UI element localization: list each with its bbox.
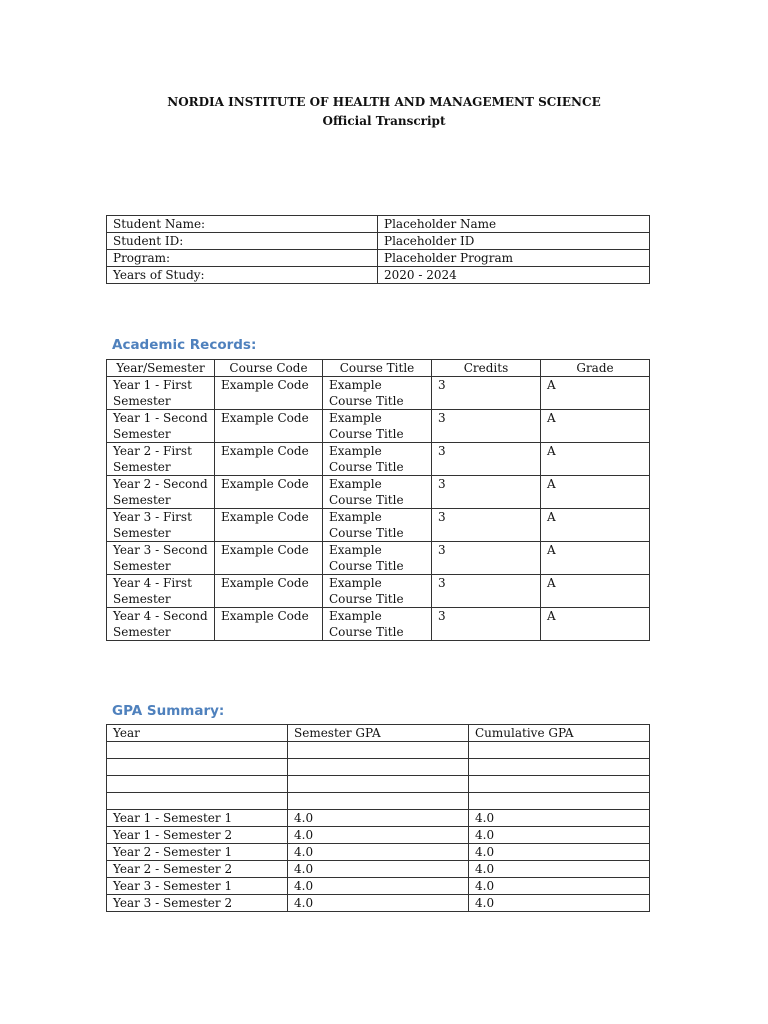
table-row [107,267,650,284]
table-cell: 3 [432,410,541,443]
table-row [107,793,650,810]
gpa-summary-table [106,724,650,912]
table-row [107,810,650,827]
table-row [107,542,650,575]
table-row [107,895,650,912]
table-cell: A [541,443,650,476]
table-cell: Year 1 - Second Semester [107,410,215,443]
table-cell: 3 [432,509,541,542]
student-id-label: Student ID: [107,233,378,250]
table-cell: 4.0 [469,844,650,861]
table-cell: Example Code [215,476,323,509]
table-cell: Year 1 - First Semester [107,377,215,410]
table-cell: Example Code [215,410,323,443]
table-cell: 4.0 [469,861,650,878]
table-cell: 4.0 [469,827,650,844]
table-cell: Year 1 - Semester 2 [107,827,288,844]
table-cell [469,776,650,793]
table-row [107,608,650,641]
table-row [107,443,650,476]
table-cell: 3 [432,443,541,476]
table-cell: Example Course Title [323,410,432,443]
table-cell: Year 3 - Semester 2 [107,895,288,912]
table-cell [469,759,650,776]
column-header: Grade [541,360,650,377]
table-row [107,509,650,542]
table-row [107,776,650,793]
student-id-value: Placeholder ID [378,233,650,250]
table-cell: 3 [432,608,541,641]
table-cell: Example Course Title [323,443,432,476]
table-cell: Year 4 - First Semester [107,575,215,608]
table-cell: Example Course Title [323,476,432,509]
table-row [107,410,650,443]
student-name-value: Placeholder Name [378,216,650,233]
table-cell: Year 2 - First Semester [107,443,215,476]
table-cell [107,793,288,810]
table-cell: Example Code [215,575,323,608]
table-header-row [107,360,650,377]
table-row [107,827,650,844]
table-row [107,742,650,759]
years-of-study-value: 2020 - 2024 [378,267,650,284]
table-cell: Example Course Title [323,608,432,641]
table-row [107,476,650,509]
table-cell: Example Course Title [323,509,432,542]
column-header: Cumulative GPA [469,725,650,742]
table-cell [107,776,288,793]
table-cell: 3 [432,575,541,608]
gpa-summary-heading: GPA Summary: [112,703,225,719]
table-cell [107,742,288,759]
table-cell: Year 4 - Second Semester [107,608,215,641]
table-cell: A [541,509,650,542]
document-title: Official Transcript [322,114,446,128]
table-cell: Year 2 - Semester 2 [107,861,288,878]
table-row [107,759,650,776]
table-row [107,216,650,233]
table-cell [288,742,469,759]
table-cell: Example Course Title [323,377,432,410]
table-row [107,575,650,608]
column-header: Credits [432,360,541,377]
table-cell: Year 2 - Semester 1 [107,844,288,861]
table-cell: A [541,410,650,443]
table-cell: A [541,476,650,509]
table-cell: 4.0 [288,895,469,912]
table-cell: Example Code [215,443,323,476]
table-cell: A [541,608,650,641]
academic-records-table [106,359,650,641]
table-cell [469,793,650,810]
student-name-label: Student Name: [107,216,378,233]
column-header: Year/Semester [107,360,215,377]
program-label: Program: [107,250,378,267]
table-cell [288,776,469,793]
column-header: Course Code [215,360,323,377]
table-cell: Example Course Title [323,542,432,575]
years-of-study-label: Years of Study: [107,267,378,284]
table-cell [107,759,288,776]
table-row [107,250,650,267]
table-row [107,844,650,861]
column-header: Semester GPA [288,725,469,742]
table-cell [288,793,469,810]
table-cell: Year 3 - First Semester [107,509,215,542]
table-cell: 4.0 [288,861,469,878]
table-cell: 3 [432,542,541,575]
program-value: Placeholder Program [378,250,650,267]
table-cell: A [541,542,650,575]
column-header: Year [107,725,288,742]
table-row [107,878,650,895]
table-cell: 3 [432,476,541,509]
table-cell: Example Course Title [323,575,432,608]
table-cell: 4.0 [288,878,469,895]
table-cell [469,742,650,759]
table-cell: Year 1 - Semester 1 [107,810,288,827]
table-cell: Example Code [215,509,323,542]
table-cell: 3 [432,377,541,410]
table-cell: 4.0 [469,878,650,895]
table-cell: Year 3 - Second Semester [107,542,215,575]
table-cell: 4.0 [469,810,650,827]
table-cell: 4.0 [288,810,469,827]
table-header-row [107,725,650,742]
table-cell: 4.0 [469,895,650,912]
student-info-table [106,215,650,284]
table-cell [288,759,469,776]
table-cell: Example Code [215,542,323,575]
table-cell: 4.0 [288,844,469,861]
table-cell: Example Code [215,377,323,410]
table-row [107,377,650,410]
institution-name: NORDIA INSTITUTE OF HEALTH AND MANAGEMENT SCIENCE [167,95,601,109]
table-cell: 4.0 [288,827,469,844]
column-header: Course Title [323,360,432,377]
table-cell: Example Code [215,608,323,641]
table-cell: A [541,575,650,608]
table-cell: Year 3 - Semester 1 [107,878,288,895]
table-row [107,861,650,878]
table-cell: Year 2 - Second Semester [107,476,215,509]
table-row [107,233,650,250]
academic-records-heading: Academic Records: [112,337,257,353]
table-cell: A [541,377,650,410]
